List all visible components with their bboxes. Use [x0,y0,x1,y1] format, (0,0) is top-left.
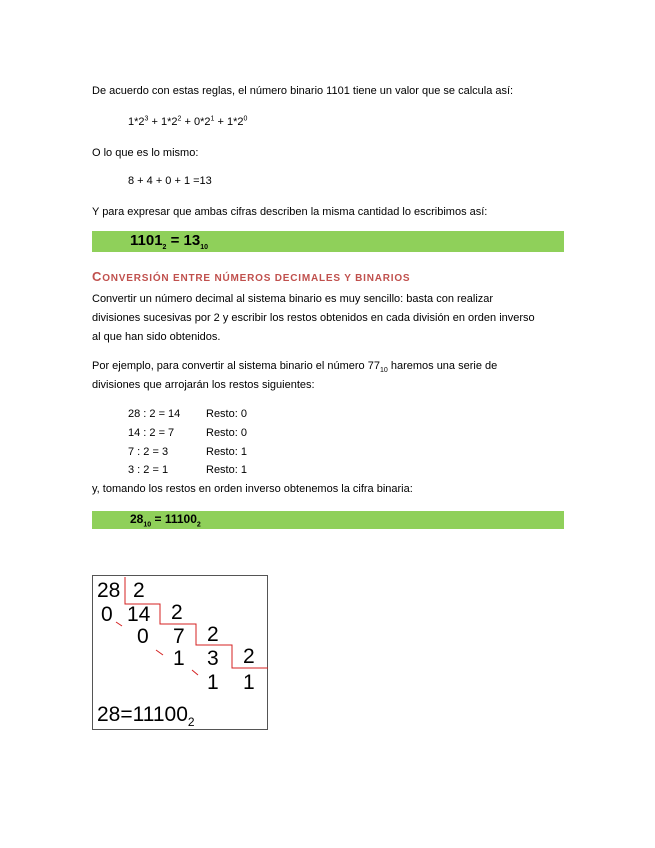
after-div-text: y, tomando los restos en orden inverso obtenemos la cifra binaria: [92,483,413,495]
box1-a: 1101 [130,232,163,249]
fig-divisor-2: 2 [171,601,183,624]
box1-b-sub: 10 [200,244,209,251]
fig-remainder-4: 1 [207,671,219,694]
express-text: Y para expresar que ambas cifras describen la misma cantidad lo escribimos así: [92,206,488,218]
formula-term-sep: + [214,116,227,128]
formula-term-coef: 1*2 [128,116,145,128]
arrow-mark [116,622,122,626]
box1-mid: = 13 [166,232,201,249]
fig-remainder-1: 0 [101,603,113,626]
formula-term-exp: 2 [177,115,182,123]
fig-result-sub: 2 [187,715,195,730]
equivalence-1101-13 [130,232,208,249]
fig-divisor-1: 2 [133,579,145,602]
division-rest: Resto: 1 [206,446,247,458]
para1-line: divisiones sucesivas por 2 y escribir los restos obtenidos en cada división en orden inverso [92,312,535,324]
division-rest: Resto: 1 [206,464,247,476]
para2-sub: 10 [379,367,388,375]
para2-text-b: haremos una serie de [387,360,498,372]
para1-line: al que han sido obtenidos. [92,331,221,343]
para1-line: Convertir un número decimal al sistema binario es muy sencillo: basta con realizar [92,293,494,305]
fig-quotient-14: 14 [127,603,151,626]
box2-b-sub: 2 [196,521,201,529]
para2-text-a: Por ejemplo, para convertir al sistema binario el número 77 [92,360,380,372]
division-op: 14 : 2 = 7 [128,427,175,439]
formula-term-sep: + [148,116,161,128]
para2-line1 [92,360,498,375]
highlight-box-2 [92,511,564,529]
division-rest: Resto: 0 [206,427,247,439]
arrow-mark [192,670,198,675]
formula-term-sep: + [181,116,194,128]
formula-term-coef: 1*2 [160,116,178,128]
fig-quotient-7: 7 [173,625,185,648]
box2-a-sub: 10 [143,521,152,529]
power-formula [128,116,247,128]
fig-remainder-2: 0 [137,625,149,648]
box2-mid: = 11100 [151,512,197,526]
highlight-box-1 [92,231,564,252]
fig-dividend-28: 28 [97,579,121,602]
heading-first-letter: C [92,269,103,284]
fig-remainder-3: 1 [173,647,185,670]
para2-line2: divisiones que arrojarán los restos siguientes: [92,379,315,391]
equivalence-28-11100 [130,512,201,529]
fig-quotient-1: 1 [243,671,255,694]
fig-divisor-4: 2 [243,645,255,668]
intro-text: De acuerdo con estas reglas, el número binario 1101 tiene un valor que se calcula así: [92,85,514,97]
division-op: 7 : 2 = 3 [128,446,169,458]
fig-result-text: 28=11100 [97,703,188,726]
formula-term-exp: 0 [243,115,248,123]
arrow-mark [156,650,163,655]
division-op: 28 : 2 = 14 [128,408,181,420]
formula-term-exp: 3 [144,115,149,123]
division-rest: Resto: 0 [206,408,247,420]
division-op: 3 : 2 = 1 [128,464,169,476]
box1-a-sub: 2 [162,244,167,251]
fig-result [97,703,195,730]
formula-term-coef: 0*2 [193,116,211,128]
division-diagram [92,575,268,730]
box2-a: 28 [130,512,144,526]
formula-term-coef: 1*2 [226,116,244,128]
formula-term-exp: 1 [210,115,215,123]
fig-divisor-3: 2 [207,623,219,646]
heading-rest: ONVERSIÓN ENTRE NÚMEROS DECIMALES Y BINARIOS [102,273,411,284]
fig-quotient-3: 3 [207,647,219,670]
same-text: O lo que es lo mismo: [92,147,199,159]
sum-text: 8 + 4 + 0 + 1 =13 [128,175,212,187]
section-heading [92,269,410,284]
